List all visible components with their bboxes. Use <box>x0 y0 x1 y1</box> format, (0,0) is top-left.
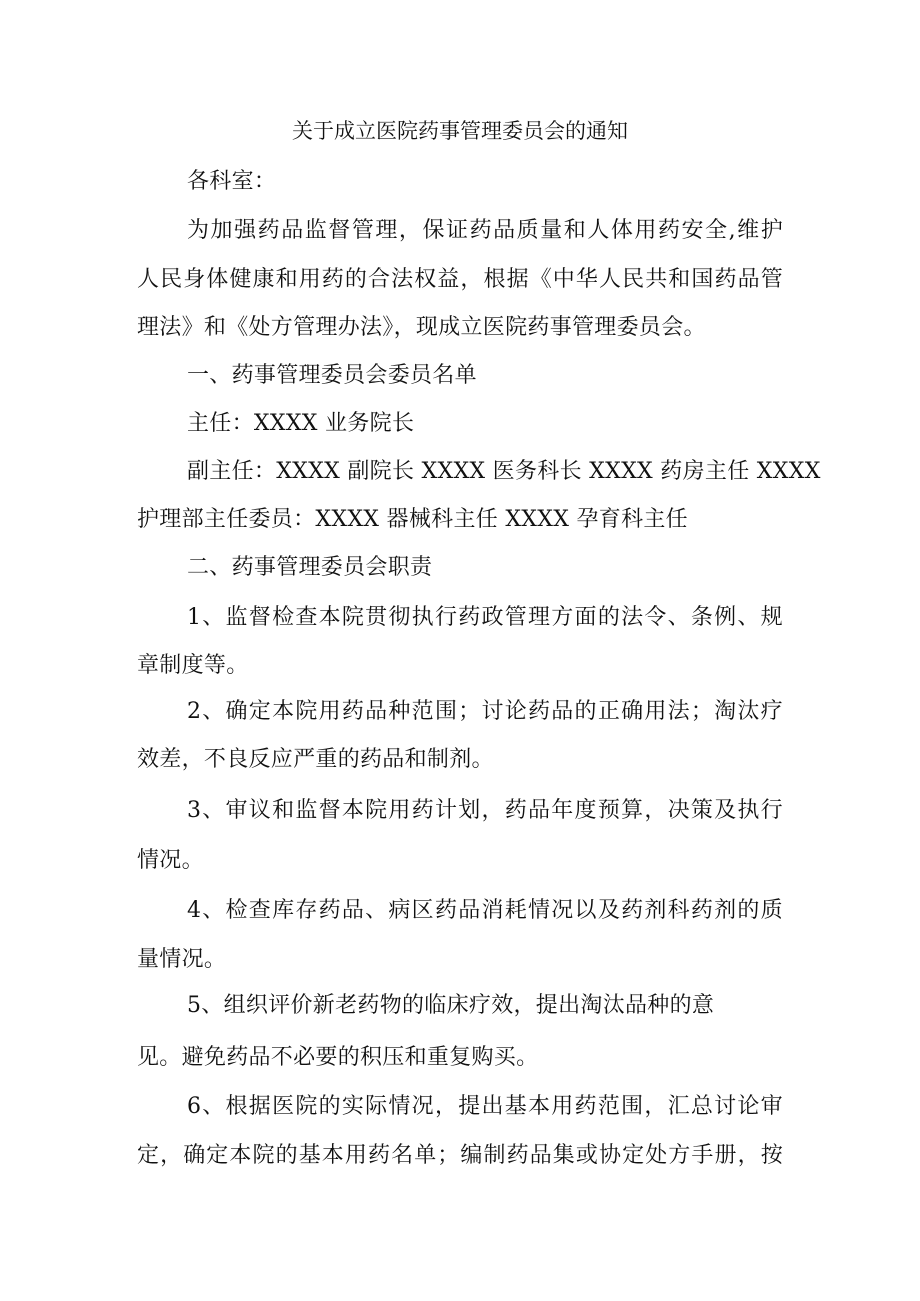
deputy-line-1: 副主任：XXXX 副院长 XXXX 医务科长 XXXX 药房主任 XXXX <box>187 459 821 484</box>
salutation: 各科室： <box>187 169 277 194</box>
duty-item-6-line-1: 6、根据医院的实际情况，提出基本用药范围，汇总讨论审 <box>187 1094 783 1119</box>
duty-item-2-line-1: 2、确定本院用药品种范围；讨论药品的正确用法；淘汰疗 <box>187 699 783 724</box>
duty-item-4-line-2: 量情况。 <box>137 947 227 972</box>
duty-item-6-line-2: 定，确定本院的基本用药名单；编制药品集或协定处方手册，按 <box>137 1143 783 1168</box>
duty-item-3-line-2: 情况。 <box>137 848 204 873</box>
section1-heading: 一、药事管理委员会委员名单 <box>187 363 477 388</box>
duty-item-2-line-2: 效差，不良反应严重的药品和制剂。 <box>137 747 494 772</box>
duty-item-3-line-1: 3、审议和监督本院用药计划，药品年度预算，决策及执行 <box>187 798 783 823</box>
director-line: 主任：XXXX 业务院长 <box>187 411 415 436</box>
duty-item-4-line-1: 4、检查库存药品、病区药品消耗情况以及药剂科药剂的质 <box>187 898 783 923</box>
duty-item-5-line-2: 见。避免药品不必要的积压和重复购买。 <box>137 1045 539 1070</box>
document-title: 关于成立医院药事管理委员会的通知 <box>292 119 628 143</box>
deputy-line-2: 护理部主任委员：XXXX 器械科主任 XXXX 孕育科主任 <box>137 507 688 532</box>
intro-line-1: 为加强药品监督管理，保证药品质量和人体用药安全,维护 <box>187 218 783 243</box>
intro-line-2: 人民身体健康和用药的合法权益，根据《中华人民共和国药品管 <box>137 267 783 292</box>
duty-item-1-line-2: 章制度等。 <box>137 653 249 678</box>
intro-line-3: 理法》和《处方管理办法》，现成立医院药事管理委员会。 <box>137 315 706 340</box>
duty-item-5-line-1: 5、组织评价新老药物的临床疗效，提出淘汰品种的意 <box>187 993 715 1018</box>
duty-item-1-line-1: 1、监督检查本院贯彻执行药政管理方面的法令、条例、规 <box>187 605 783 630</box>
section2-heading: 二、药事管理委员会职责 <box>187 555 433 580</box>
